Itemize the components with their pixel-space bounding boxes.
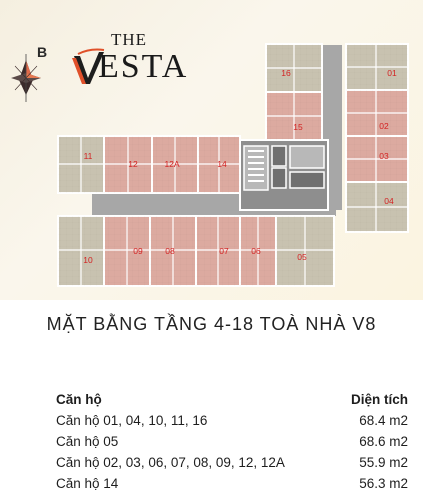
row-area: 56.3 m2 [359,476,408,491]
row-units: Căn hộ 05 [56,434,119,449]
compass-north-label: B [37,44,48,60]
floor-plan-title: MẶT BẰNG TẦNG 4-18 TOÀ NHÀ V8 [46,314,377,334]
unit-label-15: 15 [293,122,303,132]
header-area: Diện tích [350,392,408,407]
unit-label-02: 02 [379,121,389,131]
unit-label-16: 16 [281,68,291,78]
unit-label-10: 10 [83,255,93,265]
row-area: 55.9 m2 [359,455,408,470]
row-area: 68.6 m2 [359,434,408,449]
unit-label-08: 08 [165,246,175,256]
building-core [240,140,328,210]
unit-label-12: 12 [128,159,138,169]
unit-label-12a: 12A [164,159,180,169]
table-row [56,455,416,476]
unit-label-09: 09 [133,246,143,256]
unit-label-11: 11 [83,151,93,161]
header-unit: Căn hộ [56,392,102,407]
unit-label-03: 03 [379,151,389,161]
table-row [56,413,416,434]
logo-text-the: THE [111,30,148,49]
unit-label-04: 04 [384,196,394,206]
unit-label-01: 01 [387,68,397,78]
unit-label-06: 06 [251,246,261,256]
row-units: Căn hộ 14 [56,476,119,491]
row-area: 68.4 m2 [359,413,408,428]
logo-text-main: ESTA [98,48,189,85]
unit-label-07: 07 [219,246,229,256]
area-table [56,392,416,497]
unit-label-14: 14 [217,159,227,169]
row-units: Căn hộ 01, 04, 10, 11, 16 [56,413,208,428]
table-header-row [56,392,416,413]
row-units: Căn hộ 02, 03, 06, 07, 08, 09, 12, 12A [56,455,285,470]
table-row [56,434,416,455]
unit-label-05: 05 [297,252,307,262]
table-row [56,476,416,497]
